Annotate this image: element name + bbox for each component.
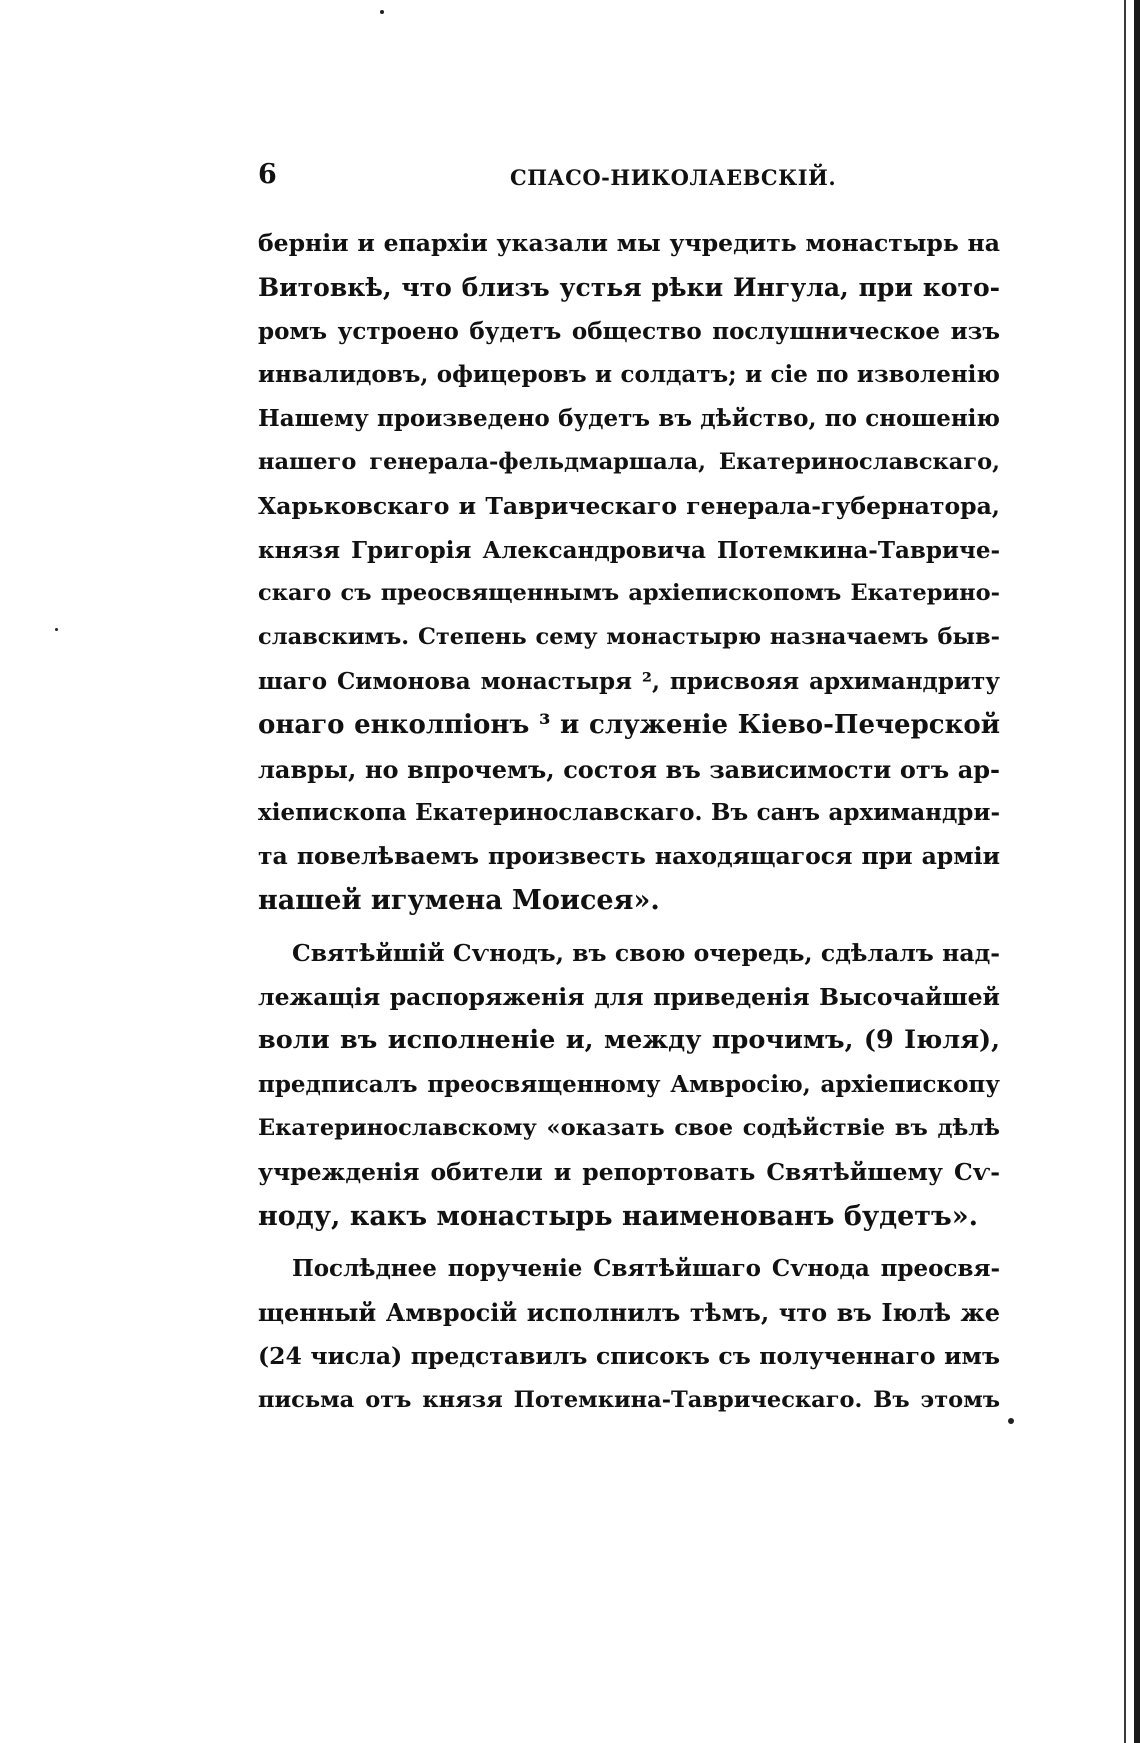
text-line: инвалидовъ, офицеровъ и солдатъ; и сіе по изволенію — [258, 361, 1000, 389]
text-line: письма отъ князя Потемкина-Таврическаго. Въ этомъ — [258, 1386, 1000, 1413]
paragraph — [258, 1247, 1000, 1422]
text-line: щенный Амвросій исполнилъ тѣмъ, что въ Іюлѣ же — [258, 1298, 1000, 1328]
page-edge-shadow — [1134, 0, 1140, 1743]
text-line: Витовкѣ, что близъ устья рѣки Ингула, при кото- — [258, 272, 1000, 302]
text-line: нашей игумена Моисея». — [258, 884, 660, 916]
text-line: (24 числа) представилъ списокъ съ полученнаго имъ — [258, 1341, 1000, 1370]
paragraph — [258, 222, 1000, 923]
text-line: воли въ исполненіе и, между прочимъ, (9 Іюля), — [258, 1025, 1000, 1056]
text-line: шаго Симонова монастыря ², присвояя архимандриту — [258, 667, 1000, 695]
paragraph-gap — [258, 1238, 1000, 1247]
text-line: лежащія распоряженія для приведенія Высочайшей — [258, 982, 1000, 1011]
text-line: учрежденія обители и репортовать Святѣйшему Сѵ- — [258, 1157, 1000, 1186]
text-line: князя Григорія Александровича Потемкина-Тавриче- — [258, 536, 1000, 564]
text-line: лавры, но впрочемъ, состоя въ зависимости отъ ар- — [258, 754, 1000, 784]
speck-left — [55, 628, 58, 631]
paragraph-gap — [258, 923, 1000, 932]
text-line: хіепископа Екатеринославскаго. Въ санъ архимандри- — [258, 799, 1000, 827]
text-line: берніи и епархіи указали мы учредить монастырь на — [258, 229, 1000, 257]
text-line: Харьковскаго и Таврическаго генерала-губернатора, — [258, 491, 1000, 520]
text-line: Святѣйшій Сѵнодъ, въ свою очередь, сдѣлалъ над- — [292, 938, 1000, 967]
text-line: предписалъ преосвященному Амвросію, архіепископу — [258, 1071, 1000, 1099]
body-text — [258, 222, 1000, 1423]
page-number: 6 — [258, 159, 277, 190]
speck-top — [380, 10, 384, 14]
text-line: ромъ устроено будетъ общество послушническое изъ — [258, 317, 1000, 345]
text-line: та повелѣваемъ произвесть находящагося при арміи — [258, 842, 1000, 871]
page-edge-line — [1124, 0, 1126, 1743]
text-line: онаго енколпіонъ ³ и служеніе Кіево-Печерской — [258, 709, 1000, 740]
text-line: славскимъ. Степень сему монастырю назначаемъ быв- — [258, 624, 1000, 651]
text-line: Нашему произведено будетъ въ дѣйство, по сношенію — [258, 405, 1000, 433]
speck-right — [1008, 1418, 1014, 1424]
text-line: Екатеринославскому «оказать свое содѣйствіе въ дѣлѣ — [258, 1114, 1000, 1141]
text-line: ноду, какъ монастырь наименованъ будетъ». — [258, 1200, 979, 1232]
text-line: нашего генерала-фельдмаршала, Екатеринославскаго, — [258, 448, 1000, 475]
running-title: СПАСО-НИКОЛАЕВСКІЙ. — [510, 165, 837, 190]
text-line: скаго съ преосвященнымъ архіепископомъ Екатерино- — [258, 580, 1000, 607]
paragraph — [258, 932, 1000, 1239]
text-line: Послѣднее порученіе Святѣйшаго Сѵнода преосвя- — [292, 1255, 1000, 1283]
